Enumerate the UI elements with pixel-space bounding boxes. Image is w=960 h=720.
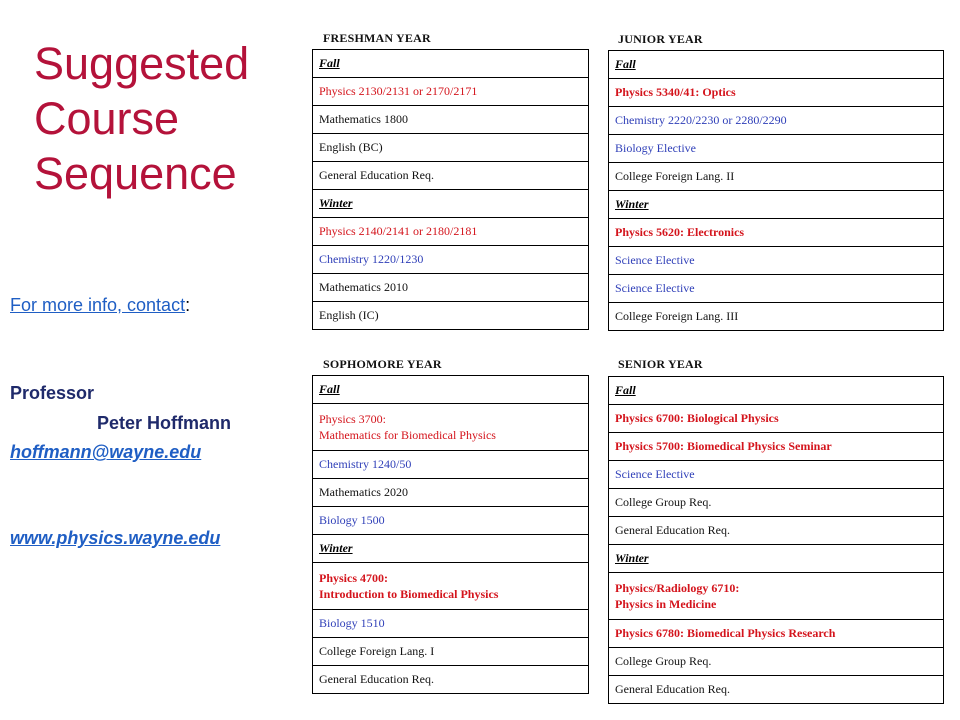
course-line: Chemistry 2220/2230 or 2280/2290	[615, 113, 787, 127]
table-row	[609, 545, 944, 573]
course-line: Physics 2140/2141 or 2180/2181	[319, 224, 478, 238]
course-cell	[313, 106, 589, 134]
senior-table	[608, 376, 944, 704]
table-row	[313, 610, 589, 638]
course-line: Physics 4700:	[319, 571, 388, 585]
freshman-heading: FRESHMAN YEAR	[323, 31, 431, 45]
senior-heading: SENIOR YEAR	[618, 357, 703, 371]
course-line: English (BC)	[319, 140, 383, 154]
table-row	[313, 507, 589, 535]
course-line: Mathematics for Biomedical Physics	[319, 428, 496, 442]
table-row	[609, 433, 944, 461]
freshman-table	[312, 49, 589, 330]
page-title	[34, 36, 294, 201]
course-line: Mathematics 2010	[319, 280, 408, 294]
course-line: General Education Req.	[319, 168, 434, 182]
course-line: Science Elective	[615, 281, 695, 295]
course-line: Physics 5620: Electronics	[615, 225, 745, 239]
junior-table	[608, 50, 944, 331]
course-cell	[313, 479, 589, 507]
table-row	[313, 78, 589, 106]
table-row	[313, 376, 589, 404]
course-line: Physics 5700: Biomedical Physics Seminar	[615, 439, 832, 453]
course-cell	[313, 451, 589, 479]
course-cell	[609, 648, 944, 676]
course-line: College Foreign Lang. II	[615, 169, 735, 183]
course-line: Chemistry 1220/1230	[319, 252, 424, 266]
term-label	[609, 545, 944, 573]
table-row	[609, 303, 944, 331]
course-cell	[609, 433, 944, 461]
table-row	[313, 218, 589, 246]
course-line: General Education Req.	[615, 523, 730, 537]
table-row	[609, 648, 944, 676]
table-row	[609, 135, 944, 163]
course-cell	[609, 275, 944, 303]
course-cell	[313, 218, 589, 246]
course-cell	[313, 78, 589, 106]
table-row	[609, 461, 944, 489]
table-row	[313, 451, 589, 479]
title-line-3: Sequence	[34, 148, 237, 199]
table-row	[313, 404, 589, 451]
table-row	[609, 573, 944, 620]
contact-suffix: :	[185, 295, 191, 315]
website-link[interactable]: www.physics.wayne.edu	[10, 528, 221, 548]
course-cell	[313, 666, 589, 694]
course-cell	[313, 302, 589, 330]
course-line: Fall	[319, 56, 340, 70]
course-line: Science Elective	[615, 253, 695, 267]
course-line: Science Elective	[615, 467, 695, 481]
table-row	[313, 666, 589, 694]
course-cell	[313, 638, 589, 666]
course-cell	[609, 676, 944, 704]
course-line: College Group Req.	[615, 654, 712, 668]
course-cell	[609, 303, 944, 331]
table-row	[609, 517, 944, 545]
course-cell	[313, 404, 589, 451]
course-cell	[313, 162, 589, 190]
course-cell	[609, 620, 944, 648]
table-row	[313, 563, 589, 610]
course-cell	[313, 274, 589, 302]
course-line: Mathematics 1800	[319, 112, 408, 126]
course-line: Physics in Medicine	[615, 597, 717, 611]
course-cell	[313, 610, 589, 638]
course-line: Winter	[615, 197, 649, 211]
course-line: Fall	[615, 383, 636, 397]
course-line: English (IC)	[319, 308, 379, 322]
contact-line	[10, 295, 190, 316]
course-line: Winter	[319, 541, 353, 555]
table-row	[313, 638, 589, 666]
term-label	[313, 50, 589, 78]
table-row	[609, 79, 944, 107]
term-label	[609, 191, 944, 219]
table-row	[313, 246, 589, 274]
course-line: Physics 2130/2131 or 2170/2171	[319, 84, 478, 98]
sophomore-table	[312, 375, 589, 694]
title-line-2: Course	[34, 93, 180, 144]
title-line-1: Suggested	[34, 38, 250, 89]
course-line: Physics 5340/41: Optics	[615, 85, 736, 99]
course-line: College Group Req.	[615, 495, 712, 509]
course-line: Fall	[615, 57, 636, 71]
professor-label: Professor	[10, 383, 95, 403]
professor-name: Peter Hoffmann	[97, 413, 232, 433]
course-line: College Foreign Lang. III	[615, 309, 739, 323]
table-row	[313, 134, 589, 162]
table-row	[313, 535, 589, 563]
table-row	[609, 163, 944, 191]
course-cell	[313, 507, 589, 535]
course-line: Introduction to Biomedical Physics	[319, 587, 499, 601]
table-row	[609, 275, 944, 303]
sophomore-heading: SOPHOMORE YEAR	[323, 357, 442, 371]
term-label	[609, 51, 944, 79]
course-line: Physics 6780: Biomedical Physics Research	[615, 626, 836, 640]
table-row	[313, 50, 589, 78]
term-label	[609, 377, 944, 405]
term-label	[313, 535, 589, 563]
table-row	[313, 479, 589, 507]
course-line: Biology 1510	[319, 616, 385, 630]
table-row	[609, 107, 944, 135]
table-row	[609, 51, 944, 79]
table-row	[609, 405, 944, 433]
course-line: Fall	[319, 382, 340, 396]
course-cell	[609, 107, 944, 135]
table-row	[609, 620, 944, 648]
course-cell	[609, 573, 944, 620]
course-line: Mathematics 2020	[319, 485, 408, 499]
course-cell	[313, 134, 589, 162]
course-line: Chemistry 1240/50	[319, 457, 412, 471]
table-row	[313, 274, 589, 302]
course-cell	[609, 163, 944, 191]
table-row	[313, 162, 589, 190]
course-line: Winter	[615, 551, 649, 565]
course-cell	[609, 489, 944, 517]
table-row	[609, 247, 944, 275]
course-line: Physics 6700: Biological Physics	[615, 411, 779, 425]
course-line: General Education Req.	[319, 672, 434, 686]
course-cell	[609, 219, 944, 247]
course-line: General Education Req.	[615, 682, 730, 696]
course-cell	[609, 461, 944, 489]
course-line: Biology Elective	[615, 141, 696, 155]
course-cell	[609, 405, 944, 433]
course-cell	[609, 135, 944, 163]
email-link[interactable]: hoffmann@wayne.edu	[10, 442, 202, 462]
course-line: College Foreign Lang. I	[319, 644, 435, 658]
course-cell	[313, 563, 589, 610]
course-cell	[609, 517, 944, 545]
table-row	[609, 219, 944, 247]
term-label	[313, 190, 589, 218]
table-row	[609, 489, 944, 517]
course-cell	[313, 246, 589, 274]
course-cell	[609, 247, 944, 275]
table-row	[609, 377, 944, 405]
table-row	[313, 106, 589, 134]
table-row	[313, 190, 589, 218]
table-row	[609, 676, 944, 704]
term-label	[313, 376, 589, 404]
course-cell	[609, 79, 944, 107]
junior-heading: JUNIOR YEAR	[618, 32, 703, 46]
course-line: Winter	[319, 196, 353, 210]
course-line: Biology 1500	[319, 513, 385, 527]
course-line: Physics/Radiology 6710:	[615, 581, 740, 595]
contact-link[interactable]: For more info, contact	[10, 295, 186, 315]
course-line: Physics 3700:	[319, 412, 387, 426]
table-row	[313, 302, 589, 330]
table-row	[609, 191, 944, 219]
